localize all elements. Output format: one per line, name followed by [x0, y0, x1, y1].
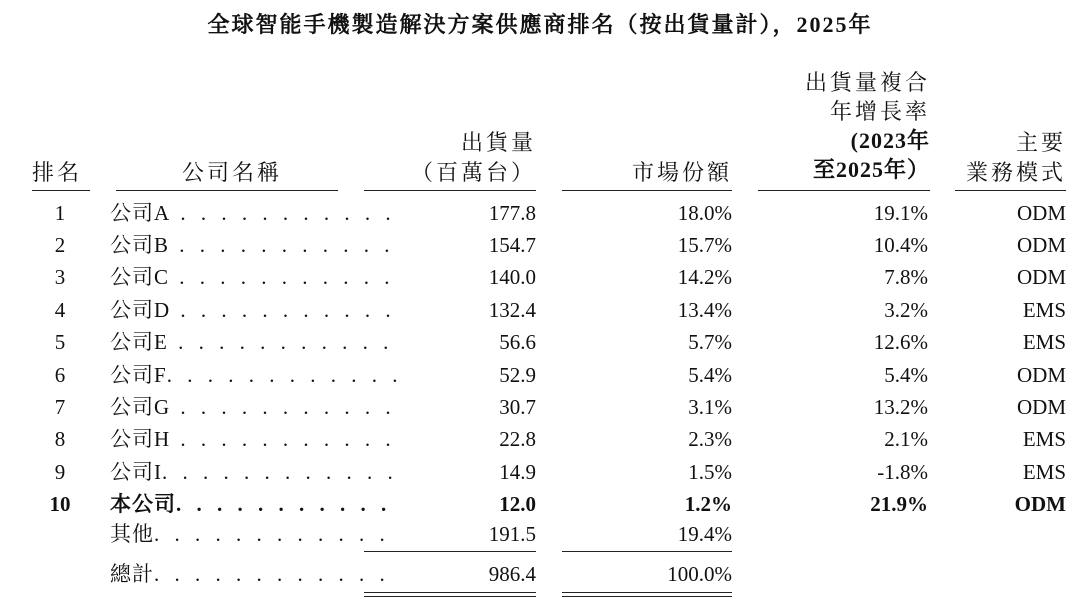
company-cell [110, 197, 396, 229]
table-row-others [0, 518, 1080, 550]
company-name: 公司F [110, 363, 167, 387]
table-row [0, 229, 1080, 261]
company-cell [110, 423, 396, 455]
header-underline-mode [955, 190, 1066, 191]
company-name: 公司C [110, 265, 170, 289]
leader-dots: . . . . . . . . . . . [170, 427, 396, 451]
header-mode [950, 130, 1066, 186]
rank-cell: 3 [54, 265, 66, 289]
mode-cell: EMS [1022, 330, 1066, 354]
header-underline-shipment [364, 190, 536, 191]
mode-cell: ODM [1014, 492, 1066, 516]
company-cell [110, 456, 398, 488]
table-row-own-company [0, 488, 1080, 520]
table-row [0, 423, 1080, 455]
company-cell [110, 359, 403, 391]
shipment-cell: 56.6 [499, 330, 536, 354]
shipment-cell: 30.7 [499, 395, 536, 419]
header-company: 公司名稱 [182, 160, 283, 185]
rank-cell: 2 [54, 233, 66, 257]
header-shipment [400, 130, 536, 186]
cagr-cell: 7.8% [884, 265, 928, 289]
rank-cell: 1 [54, 201, 66, 225]
total-label: 總計 [110, 562, 154, 586]
cagr-cell: 13.2% [873, 395, 928, 419]
leader-dots: . . . . . . . . . . . [170, 201, 396, 225]
header-underline-company [116, 190, 338, 191]
share-cell: 18.0% [677, 201, 732, 225]
share-cell: 2.3% [688, 427, 732, 451]
leader-dots: . . . . . . . . . . . . [162, 460, 398, 484]
share-cell: 1.5% [688, 460, 732, 484]
leader-dots: . . . . . . . . . . . [170, 395, 396, 419]
rank-cell: 6 [54, 363, 66, 387]
header-underline-rank [32, 190, 90, 191]
company-cell [110, 261, 395, 293]
mode-cell: EMS [1022, 460, 1066, 484]
header-underline-share [562, 190, 732, 191]
table-row [0, 391, 1080, 423]
leader-dots: . . . . . . . . . . . [169, 233, 395, 257]
total-top-rule-share [562, 551, 732, 552]
table-row-total [0, 558, 1080, 590]
leader-dots: . . . . . . . . . . . [167, 330, 394, 354]
shipment-cell: 132.4 [488, 298, 536, 322]
company-cell [110, 391, 396, 423]
company-name: 其他 [110, 522, 154, 546]
share-cell: 3.1% [688, 395, 732, 419]
cagr-cell: 19.1% [873, 201, 928, 225]
company-cell [110, 326, 394, 358]
total-double-rule-share-1 [562, 592, 732, 593]
cagr-cell: 2.1% [884, 427, 928, 451]
mode-cell: ODM [1016, 201, 1066, 225]
company-cell [110, 518, 390, 550]
rank-cell: 10 [49, 492, 71, 516]
mode-cell: ODM [1016, 395, 1066, 419]
rank-cell: 5 [54, 330, 66, 354]
leader-dots: . . . . . . . . . . . [170, 298, 396, 322]
share-cell: 1.2% [684, 492, 732, 516]
shipment-cell: 177.8 [488, 201, 536, 225]
company-name: 公司B [110, 233, 170, 257]
company-name: 公司I [110, 460, 162, 484]
header-mode-line1: 主要 [1015, 130, 1066, 155]
table-row [0, 456, 1080, 488]
cagr-cell: 12.6% [873, 330, 928, 354]
header-shipment-line2: （百萬台） [410, 160, 536, 185]
company-name: 公司G [110, 395, 171, 419]
cagr-cell: 3.2% [884, 298, 928, 322]
share-cell: 19.4% [677, 522, 732, 546]
header-share: 市場份額 [631, 160, 732, 185]
table-row [0, 261, 1080, 293]
shipment-cell: 140.0 [488, 265, 536, 289]
cagr-cell: 21.9% [870, 492, 928, 516]
cagr-cell: 10.4% [873, 233, 928, 257]
table-row [0, 197, 1080, 229]
header-cagr-line1: 出貨量複合 [804, 70, 930, 95]
company-name: 公司D [110, 298, 171, 322]
leader-dots: . . . . . . . . . . . [176, 492, 392, 516]
cagr-cell: -1.8% [877, 460, 928, 484]
shipment-cell: 52.9 [499, 363, 536, 387]
table-row [0, 326, 1080, 358]
mode-cell: ODM [1016, 363, 1066, 387]
header-cagr [770, 70, 930, 183]
company-cell [110, 488, 392, 520]
total-double-rule-shipment-1 [364, 592, 536, 593]
leader-dots: . . . . . . . . . . . . [154, 562, 390, 586]
table-title: 全球智能手機製造解決方案供應商排名（按出貨量計），2025年 [207, 12, 873, 37]
rank-cell: 8 [54, 427, 66, 451]
mode-cell: ODM [1016, 265, 1066, 289]
mode-cell: EMS [1022, 427, 1066, 451]
shipment-cell: 154.7 [488, 233, 536, 257]
header-rank: 排名 [32, 160, 83, 185]
header-mode-line2: 業務模式 [965, 160, 1066, 185]
company-cell [110, 558, 390, 590]
total-double-rule-share-2 [562, 596, 732, 597]
leader-dots: . . . . . . . . . . . [169, 265, 395, 289]
share-cell: 5.7% [688, 330, 732, 354]
header-shipment-line1: 出貨量 [460, 130, 536, 155]
cagr-cell: 5.4% [884, 363, 928, 387]
leader-dots: . . . . . . . . . . . . [154, 522, 390, 546]
company-name: 公司H [110, 427, 171, 451]
company-cell [110, 229, 395, 261]
mode-cell: ODM [1016, 233, 1066, 257]
leader-dots: . . . . . . . . . . . . [166, 363, 403, 387]
company-cell [110, 294, 396, 326]
total-top-rule-shipment [364, 551, 536, 552]
shipment-cell: 22.8 [499, 427, 536, 451]
shipment-cell: 12.0 [499, 492, 536, 516]
share-cell: 15.7% [677, 233, 732, 257]
share-cell: 5.4% [688, 363, 732, 387]
shipment-cell: 14.9 [499, 460, 536, 484]
header-cagr-line2: 年增長率 [829, 99, 930, 124]
shipment-cell: 191.5 [488, 522, 536, 546]
header-cagr-line4: 至2025年） [812, 157, 930, 182]
total-double-rule-shipment-2 [364, 596, 536, 597]
share-cell: 13.4% [677, 298, 732, 322]
header-cagr-line3: (2023年 [850, 128, 930, 153]
company-name: 公司E [110, 330, 168, 354]
share-cell: 14.2% [677, 265, 732, 289]
mode-cell: EMS [1022, 298, 1066, 322]
company-name: 公司A [110, 201, 171, 225]
rank-cell: 7 [54, 395, 66, 419]
rank-cell: 9 [54, 460, 66, 484]
company-name: 本公司 [110, 492, 176, 516]
rank-cell: 4 [54, 298, 66, 322]
table-row [0, 294, 1080, 326]
total-share-cell: 100.0% [667, 562, 732, 586]
table-row [0, 359, 1080, 391]
header-underline-cagr [758, 190, 930, 191]
total-shipment-cell: 986.4 [488, 562, 536, 586]
